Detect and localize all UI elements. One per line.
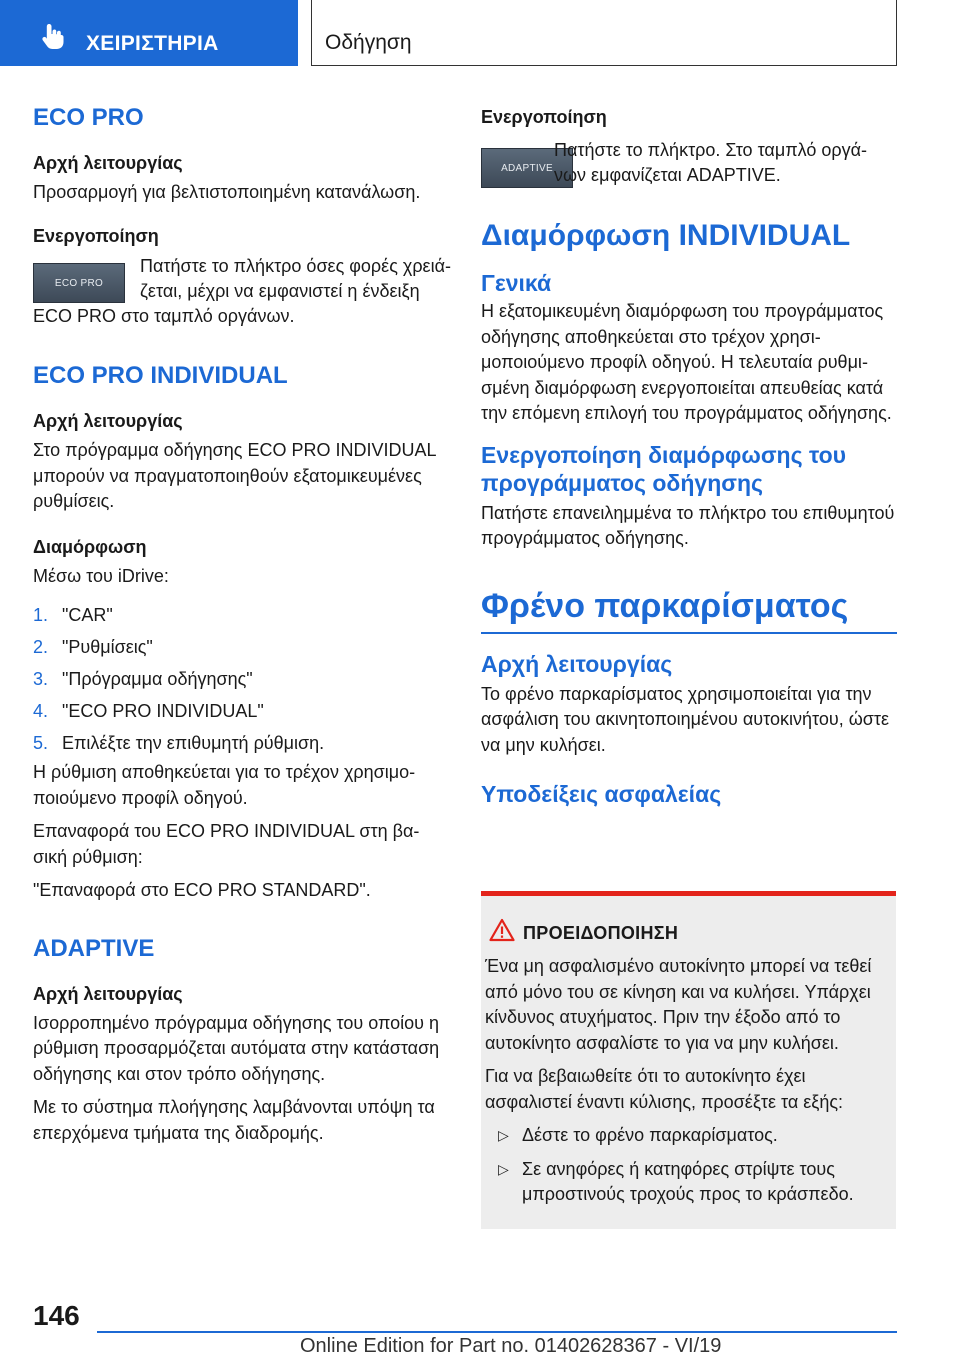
list-item: [485, 1157, 890, 1208]
hand-pointer-icon: [40, 22, 66, 50]
section-title: Οδήγηση: [325, 31, 412, 54]
paragraph-principle: Στο πρόγραμμα οδήγησης ECO PRO INDIVIDUAL μπορούν να πραγματοποιηθούν εξατομικευμένες ρυθμίσεις.: [33, 440, 436, 511]
triangle-bullet-icon: ▷: [498, 1160, 509, 1177]
step-number: 2.: [33, 637, 49, 657]
steps-list: [33, 603, 445, 757]
warning-paragraph: Για να βεβαιωθείτε ότι το αυτοκίνητο έχει ασφαλιστεί έναντι κύλισης, προσέξτε τα εξής:: [485, 1066, 844, 1112]
subheading-principle: Αρχή λειτουργίας: [33, 983, 183, 1004]
step-text: "Πρόγραμμα οδήγησης": [62, 669, 253, 689]
activation-line-1: Πατήστε το πλήκτρο. Στο ταμπλό οργά-: [554, 140, 868, 160]
step-text: "ECO PRO INDIVIDUAL": [62, 701, 264, 721]
step-text: "Ρυθμίσεις": [62, 637, 153, 657]
paragraph-principle: Το φρένο παρκαρίσματος χρησιμοποιείται για την ασφάλιση του ακινητοποιημένου αυτοκινήτου, ώστε να μην κυλήσει.: [481, 683, 890, 755]
step-text: Επιλέξτε την επιθυμητή ρύθμιση.: [62, 733, 325, 753]
heading-individual-config: Διαμόρφωση INDIVIDUAL: [481, 219, 851, 252]
subheading-general: Γενικά: [481, 270, 552, 296]
heading-parking-brake: Φρένο παρκαρίσματος: [481, 586, 849, 625]
page-header: [0, 0, 960, 66]
subheading-principle: Αρχή λειτουργίας: [33, 153, 183, 173]
subheading-activation: Ενεργοποίηση: [33, 225, 159, 246]
activation-line-3: ECO PRO στο ταμπλό οργάνων.: [33, 305, 295, 326]
chapter-tab[interactable]: [0, 0, 298, 66]
paragraph-principle: Προσαρμογή για βελτιστοποιημένη κατανάλωση.: [33, 182, 421, 202]
right-column: [481, 100, 896, 808]
paragraph-principle: Ισορροπημένο πρόγραμμα οδήγησης του οποίου η ρύθμιση προσαρμόζεται αυτόματα στην κατάσταση οδήγησης και στον τρόπο οδήγησης.: [33, 1012, 440, 1084]
paragraph-reset: Επαναφορά του ECO PRO INDIVIDUAL στη βασική ρύθμιση:: [33, 821, 420, 867]
list-item: [33, 667, 445, 693]
page-number: 146: [33, 1300, 80, 1331]
list-item: [33, 699, 445, 725]
heading-safety-notes: Υποδείξεις ασφαλείας: [481, 781, 722, 807]
subheading-principle: Αρχή λειτουργίας: [33, 411, 183, 431]
triangle-bullet-icon: ▷: [498, 1127, 509, 1143]
warning-triangle-icon: [489, 918, 515, 942]
subheading-program-activation: Ενεργοποίηση διαμόρφωσης του προγράμματος οδήγησης: [481, 441, 847, 496]
bullet-text: Δέστε το φρένο παρκαρίσματος.: [522, 1125, 778, 1145]
adaptive-button-image: ADAPTIVE: [481, 148, 573, 188]
heading-underline: [481, 632, 897, 634]
paragraph-navigation: Με το σύστημα πλοήγησης λαμβάνονται υπόψη τα επερχόμενα τμήματα της διαδρομής.: [33, 1097, 435, 1143]
footer-rule: [97, 1331, 897, 1333]
warning-box: [481, 891, 896, 1229]
list-item: [33, 635, 445, 661]
list-item: [485, 1123, 890, 1149]
subheading-config: Διαμόρφωση: [33, 536, 147, 557]
activation-line-2: νων εμφανίζεται ADAPTIVE.: [554, 165, 781, 185]
list-item: [33, 731, 445, 757]
step-number: 3.: [33, 669, 49, 689]
subheading-activation: Ενεργοποίηση: [481, 107, 607, 127]
activation-line-2: ζεται, μέχρι να εμφανιστεί η ένδειξη: [140, 280, 420, 301]
step-text: "CAR": [62, 605, 113, 625]
heading-adaptive: ADAPTIVE: [33, 934, 155, 962]
eco-pro-button-image: ECO PRO: [33, 263, 125, 303]
paragraph-general: Η εξατομικευμένη διαμόρφωση του προγράμματος οδήγησης αποθηκεύεται στο τρέχον χρησιμοποιούμενο προφίλ οδηγού. Η τελευταία ρυθμισμένη διαμόρφωση ενεργοποιείται απευθείας κατά την επόμενη επιλογή του προγράμματος οδήγησης.: [481, 301, 892, 423]
warning-paragraph: Ένα μη ασφαλισμένο αυτοκίνητο μπορεί να τεθεί από μόνο του σε κίνηση και να κυλήσει. Υπάρχει κίνδυνος ατυχήματος. Πριν την έξοδο από το αυτοκίνητο ασφαλίστε το για να μην κυλήσει.: [485, 956, 872, 1053]
paragraph-stored: Η ρύθμιση αποθηκεύεται για το τρέχον χρησιμοποιούμενο προφίλ οδηγού.: [33, 762, 416, 808]
paragraph-via-idrive: Μέσω του iDrive:: [33, 565, 169, 586]
paragraph-reset-option: "Επαναφορά στο ECO PRO STANDARD".: [33, 880, 371, 900]
warning-heading: ΠΡΟΕΙΔΟΠΟΙΗΣΗ: [523, 923, 679, 943]
paragraph-program-activation: Πατήστε επανειλημμένα το πλήκτρο του επιθυμητού προγράμματος οδήγησης.: [481, 502, 895, 548]
step-number: 4.: [33, 701, 49, 721]
left-column: [33, 100, 451, 1146]
warning-body: [485, 954, 890, 1208]
chapter-tab-label: ΧΕΙΡΙΣΤΗΡΙΑ: [86, 32, 219, 55]
list-item: [33, 603, 445, 629]
heading-eco-pro-individual: ECO PRO INDIVIDUAL: [33, 362, 288, 389]
step-number: 5.: [33, 733, 49, 753]
edition-text: Online Edition for Part no. 01402628367 - VI/19: [300, 1335, 722, 1357]
bullet-text: Σε ανηφόρες ή κατηφόρες στρίψτε τους μπροστινούς τροχούς προς το κράσπεδο.: [522, 1158, 854, 1204]
subheading-principle: Αρχή λειτουργίας: [481, 650, 673, 677]
activation-line-1: Πατήστε το πλήκτρο όσες φορές χρειά-: [140, 255, 451, 276]
step-number: 1.: [33, 605, 49, 625]
heading-eco-pro: ECO PRO: [33, 104, 144, 131]
